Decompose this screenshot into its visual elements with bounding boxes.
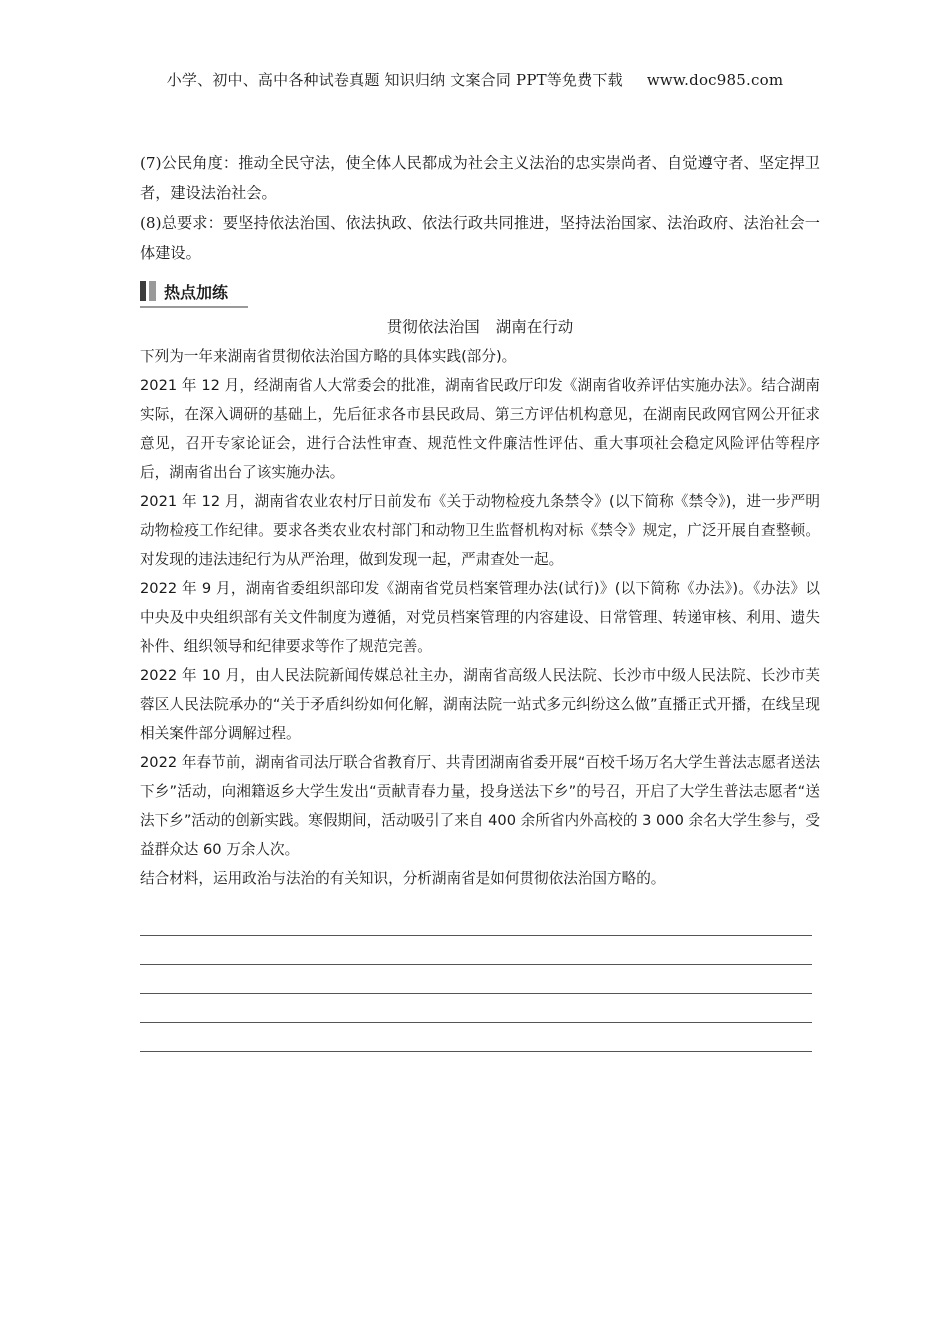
section-marker-icon <box>140 281 146 301</box>
material-title-right: 湖南在行动 <box>495 318 574 336</box>
answer-line[interactable] <box>140 994 812 1023</box>
page-header <box>0 69 950 90</box>
material-title-left: 贯彻依法治国 <box>386 318 480 336</box>
answer-line[interactable] <box>140 907 812 936</box>
question-prompt: 结合材料，运用政治与法治的有关知识，分析湖南省是如何贯彻依法治国方略的。 <box>140 870 666 887</box>
answer-line[interactable] <box>140 965 812 994</box>
section-title: 热点加练 <box>164 282 229 302</box>
section-marker-shade-icon <box>149 281 156 301</box>
material-title <box>140 312 820 342</box>
material-paragraph: 2022 年 10 月，由人民法院新闻传媒总社主办，湖南省高级人民法院、长沙市中级人民法院、长沙市芙蓉区人民法院承办的“关于矛盾纠纷如何化解，湖南法院一站式多元纠纷这么做”直播正式开播，在线呈现相关案件部分调解过程。 <box>140 667 820 742</box>
section-heading <box>140 278 820 304</box>
material-paragraph: 2022 年春节前，湖南省司法厅联合省教育厅、共青团湖南省委开展“百校千场万名大学生普法志愿者送法下乡”活动，向湘籍返乡大学生发出“贡献青春力量，投身送法下乡”的号召，开启了大学生普法志愿者“送法下乡”活动的创新实践。寒假期间，活动吸引了来自 400 余所省内外高校的 3 000 余名大学生参与，受益群众达 60 万余人次。 <box>140 754 820 858</box>
material-paragraph: 2021 年 12 月，经湖南省人大常委会的批准，湖南省民政厅印发《湖南省收养评估实施办法》。结合湖南实际，在深入调研的基础上，先后征求各市县民政局、第三方评估机构意见，在湖南民政网官网公开征求意见，召开专家论证会，进行合法性审查、规范性文件廉洁性评估、重大事项社会稳定风险评估等程序后，湖南省出台了该实施办法。 <box>140 377 820 481</box>
material-paragraph: 2021 年 12 月，湖南省农业农村厅日前发布《关于动物检疫九条禁令》(以下简称《禁令》)，进一步严明动物检疫工作纪律。要求各类农业农村部门和动物卫生监督机构对标《禁令》规定，广泛开展自查整顿。对发现的违法违纪行为从严治理，做到发现一起，严肃查处一起。 <box>140 493 820 568</box>
answer-line[interactable] <box>140 936 812 965</box>
header-site: www.doc985.com <box>646 71 784 89</box>
section-underline <box>140 306 248 308</box>
material-intro: 下列为一年来湖南省贯彻依法治国方略的具体实践(部分)。 <box>140 348 517 365</box>
answer-area[interactable] <box>140 907 820 1052</box>
page-content <box>140 148 820 1052</box>
point-7: (7)公民角度：推动全民守法，使全体人民都成为社会主义法治的忠实崇尚者、自觉遵守者、坚定捍卫者，建设法治社会。 <box>140 154 820 202</box>
material-paragraph: 2022 年 9 月，湖南省委组织部印发《湖南省党员档案管理办法(试行)》(以下简称《办法》)。《办法》以中央及中央组织部有关文件制度为遵循，对党员档案管理的内容建设、日常管理、转递审核、利用、遗失补件、组织领导和纪律要求等作了规范完善。 <box>140 580 820 655</box>
header-text: 小学、初中、高中各种试卷真题 知识归纳 文案合同 PPT等免费下载 <box>166 71 623 89</box>
point-8: (8)总要求：要坚持依法治国、依法执政、依法行政共同推进，坚持法治国家、法治政府、法治社会一体建设。 <box>140 214 820 262</box>
answer-line[interactable] <box>140 1023 812 1052</box>
